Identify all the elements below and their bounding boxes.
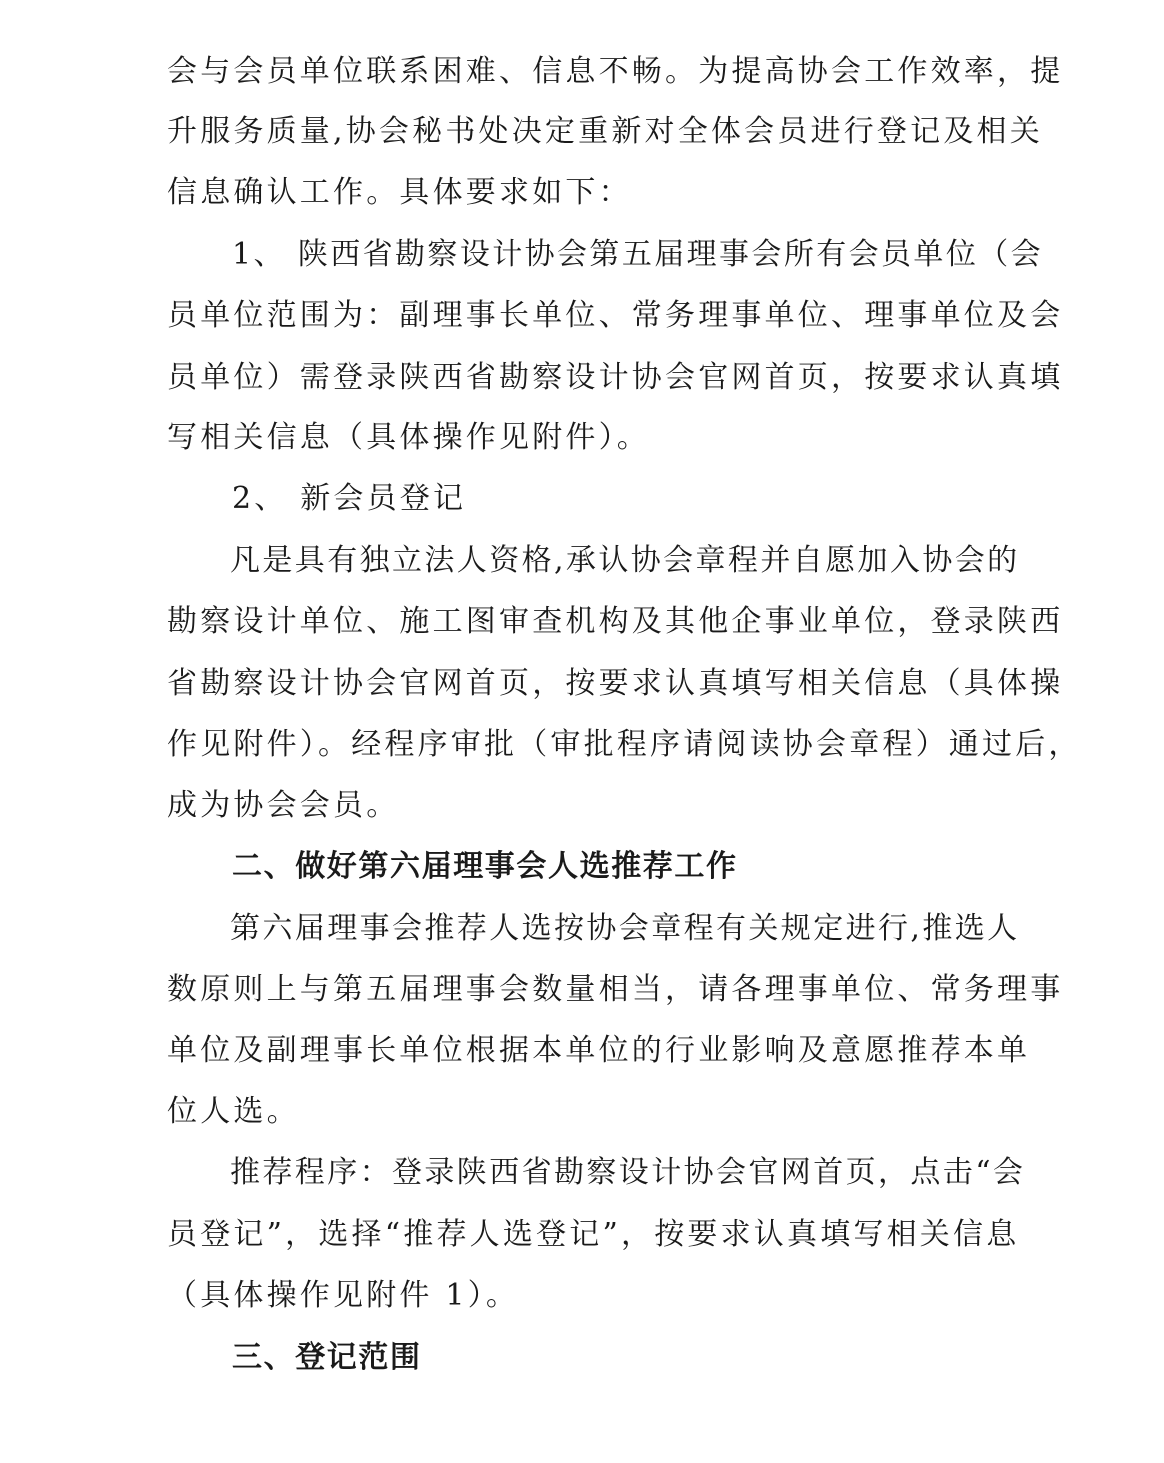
paragraph-line: 省勘察设计协会官网首页，按要求认真填写相关信息（具体操 xyxy=(167,666,1064,701)
paragraph-line: 员登记”，选择“推荐人选登记”，按要求认真填写相关信息 xyxy=(167,1217,1020,1252)
section-heading-3: 三、登记范围 xyxy=(232,1340,422,1375)
section-heading-2: 二、做好第六届理事会人选推荐工作 xyxy=(232,849,738,884)
paragraph-line: 勘察设计单位、施工图审查机构及其他企事业单位，登录陕西 xyxy=(167,604,1064,639)
paragraph-line: 凡是具有独立法人资格,承认协会章程并自愿加入协会的 xyxy=(230,543,1020,578)
paragraph-line: 写相关信息（具体操作见附件）。 xyxy=(167,420,650,455)
paragraph-line: 会与会员单位联系困难、信息不畅。为提高协会工作效率，提 xyxy=(167,54,1064,89)
paragraph-line: 信息确认工作。具体要求如下： xyxy=(167,175,632,210)
paragraph-line: 员单位）需登录陕西省勘察设计协会官网首页，按要求认真填 xyxy=(167,360,1064,395)
paragraph-line: 作见附件）。经程序审批（审批程序请阅读协会章程）通过后， xyxy=(167,727,1082,762)
list-item-1-line: 1、 陕西省勘察设计协会第五届理事会所有会员单位（会 xyxy=(232,237,1044,272)
paragraph-line: 数原则上与第五届理事会数量相当，请各理事单位、常务理事 xyxy=(167,972,1064,1007)
paragraph-line: 位人选。 xyxy=(167,1094,300,1129)
list-item-2-line: 2、 新会员登记 xyxy=(232,481,467,516)
paragraph-line: 单位及副理事长单位根据本单位的行业影响及意愿推荐本单 xyxy=(167,1033,1031,1068)
paragraph-line: 推荐程序：登录陕西省勘察设计协会官网首页，点击“会 xyxy=(230,1155,1026,1190)
paragraph-line: （具体操作见附件 1）。 xyxy=(167,1278,520,1313)
paragraph-line: 第六届理事会推荐人选按协会章程有关规定进行,推选人 xyxy=(230,911,1020,946)
paragraph-line: 成为协会会员。 xyxy=(167,788,400,823)
paragraph-line: 升服务质量,协会秘书处决定重新对全体会员进行登记及相关 xyxy=(167,114,1043,149)
paragraph-line: 员单位范围为：副理事长单位、常务理事单位、理事单位及会 xyxy=(167,298,1064,333)
